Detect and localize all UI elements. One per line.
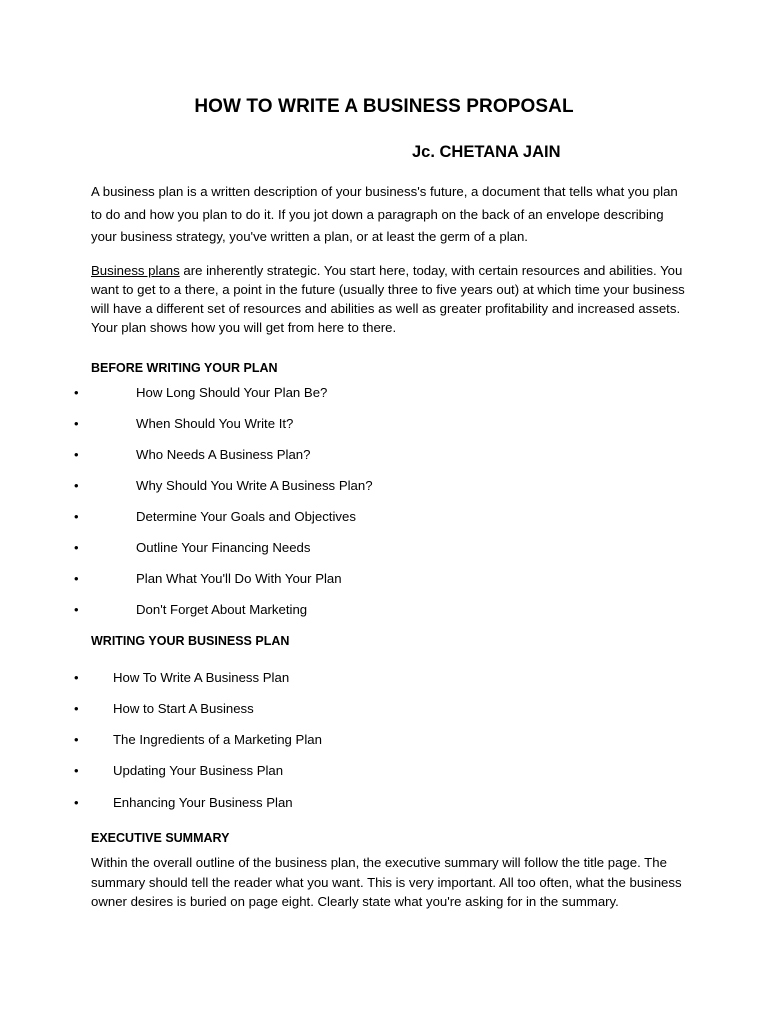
list-item xyxy=(0,540,768,560)
bullet-icon: • xyxy=(74,478,79,493)
list-item xyxy=(0,795,768,815)
list-item xyxy=(0,732,768,752)
list-item xyxy=(0,416,768,436)
list-item xyxy=(0,571,768,591)
list-item-text: Who Needs A Business Plan? xyxy=(136,447,311,462)
bullet-icon: • xyxy=(74,509,79,524)
bullet-icon: • xyxy=(74,447,79,462)
section-heading-before-writing: BEFORE WRITING YOUR PLAN xyxy=(91,361,278,375)
list-item-text: Updating Your Business Plan xyxy=(113,763,284,778)
bullet-icon: • xyxy=(74,701,79,716)
bullet-icon: • xyxy=(74,540,79,555)
list-item-text: Determine Your Goals and Objectives xyxy=(136,509,356,524)
list-item-text: How to Start A Business xyxy=(113,701,254,716)
list-item xyxy=(0,509,768,529)
list-item-text: Why Should You Write A Business Plan? xyxy=(136,478,373,493)
list-item-text: Plan What You'll Do With Your Plan xyxy=(136,571,342,586)
bullet-icon: • xyxy=(74,763,79,778)
document-title: HOW TO WRITE A BUSINESS PROPOSAL xyxy=(194,96,574,117)
list-item-text: How To Write A Business Plan xyxy=(113,670,290,685)
list-item xyxy=(0,385,768,405)
bullet-icon: • xyxy=(74,670,79,685)
list-item xyxy=(0,701,768,721)
bullet-icon: • xyxy=(74,795,79,810)
strategy-paragraph-text: are inherently strategic. You start here, today, with certain resources and abilities. You want to get to a there, a point in the future (usually three to five years out) at which time your business will have a different set of resources and abilities as well as greater profitability and increased assets. Your plan shows how you will get from here to there. xyxy=(91,263,685,335)
list-item xyxy=(0,763,768,783)
list-item-text: How Long Should Your Plan Be? xyxy=(136,385,328,400)
list-item xyxy=(0,602,768,622)
section-heading-writing-plan: WRITING YOUR BUSINESS PLAN xyxy=(91,634,290,648)
list-item-text: When Should You Write It? xyxy=(136,416,294,431)
strategy-paragraph xyxy=(91,261,691,337)
list-item xyxy=(0,447,768,467)
bullet-icon: • xyxy=(74,385,79,400)
bullet-icon: • xyxy=(74,732,79,747)
author-name: Jc. CHETANA JAIN xyxy=(412,143,561,161)
bullet-icon: • xyxy=(74,571,79,586)
list-item-text: Outline Your Financing Needs xyxy=(136,540,311,555)
executive-summary-paragraph: Within the overall outline of the business plan, the executive summary will follow the title page. The summary should tell the reader what you want. This is very important. All too often, what the business owner desires is buried on page eight. Clearly state what you're asking for in the summary. xyxy=(91,855,682,909)
list-item-text: The Ingredients of a Marketing Plan xyxy=(113,732,322,747)
list-item xyxy=(0,670,768,690)
list-item xyxy=(0,478,768,498)
section-heading-executive-summary: EXECUTIVE SUMMARY xyxy=(91,831,230,845)
list-item-text: Enhancing Your Business Plan xyxy=(113,795,293,810)
business-plans-link[interactable]: Business plans xyxy=(91,263,180,278)
list-item-text: Don't Forget About Marketing xyxy=(136,602,308,617)
bullet-icon: • xyxy=(74,416,79,431)
bullet-icon: • xyxy=(74,602,79,617)
intro-paragraph: A business plan is a written description of your business's future, a document that tells what you plan to do and how you plan to do it. If you jot down a paragraph on the back of an envelope describing your business strategy, you've written a plan, or at least the germ of a plan. xyxy=(91,184,678,244)
